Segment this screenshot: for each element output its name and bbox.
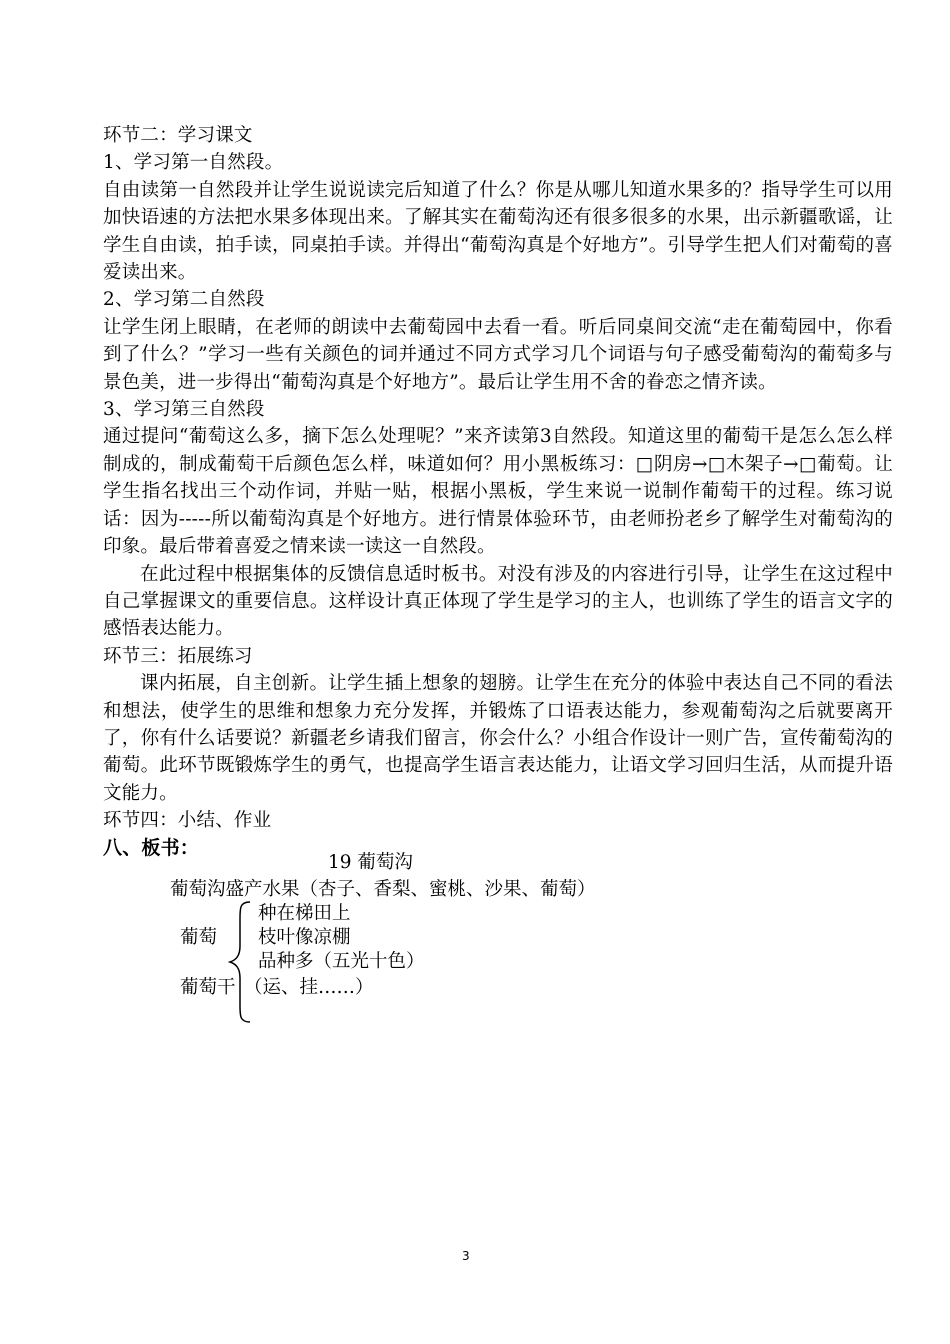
section8-heading: 八、板书： [103, 836, 200, 859]
paragraph2-title: 2、学习第二自然段 [103, 289, 265, 311]
paragraph3-body: 通过提问“葡萄这么多，摘下怎么处理呢？”来齐读第3自然段。知道这里的葡萄干是怎么怎么样制成的，制成葡萄干后颜色怎么样，味道如何？用小黑板练习：□阴房→□木架子→□葡萄。让学生指名找出三个动作词，并贴一贴，根据小黑板，学生来说一说制作葡萄干的过程。练习说话：因为-----所以葡萄沟真是个好地方。进行情景体验环节，由老师扮老乡了解学生对葡萄沟的印象。最后带着喜爱之情来读一读这一自然段。 [103, 426, 893, 558]
section3-body: 课内拓展，自主创新。让学生插上想象的翅膀。让学生在充分的体验中表达自己不同的看法和想法，使学生的思维和想象力充分发挥，并锻炼了口语表达能力，参观葡萄沟之后就要离开了，你有什么话要说？新疆老乡请我们留言，你会什么？小组合作设计一则广告，宣传葡萄沟的葡萄。此环节既锻炼学生的勇气，也提高学生语言表达能力，让语文学习回归生活，从而提升语文能力。 [103, 673, 893, 804]
paragraph3-title: 3、学习第三自然段 [103, 399, 265, 421]
section2-heading: 环节二：学习课文 [103, 125, 253, 146]
section2-summary: 在此过程中根据集体的反馈信息适时板书。对没有涉及的内容进行引导，让学生在这过程中自己掌握课文的重要信息。这样设计真正体现了学生是学习的主人，也训练了学生的语言文字的感悟表达能力。 [103, 563, 893, 640]
page-number: 3 [462, 1249, 470, 1263]
board-grape-item: 枝叶像凉棚 [258, 927, 351, 948]
body-text [103, 122, 893, 862]
paragraph2-body: 让学生闭上眼睛，在老师的朗读中去葡萄园中去看一看。听后同桌间交流“走在葡萄园中，你看到了什么？”学习一些有关颜色的词并通过不同方式学习几个词语与句子感受葡萄沟的葡萄多与景色美，进一步得出“葡萄沟真是个好地方”。最后让学生用不舍的眷恋之情齐读。 [103, 316, 893, 393]
board-title: 19 葡萄沟 [328, 852, 413, 873]
section4-heading: 环节四：小结、作业 [103, 810, 272, 832]
section3-heading: 环节三：拓展练习 [103, 645, 253, 667]
board-grape-label: 葡萄 [180, 927, 218, 948]
board-grape-item: 品种多（五光十色） [258, 951, 425, 972]
board-raisin-label: 葡萄干 [180, 977, 236, 998]
paragraph1-title: 1、学习第一自然段。 [103, 152, 284, 174]
curly-brace-icon [228, 900, 258, 1026]
board-grape-item: 种在梯田上 [258, 903, 351, 924]
board-raisin-note: （运、挂……） [244, 977, 374, 998]
board-fruits: 葡萄沟盛产水果（杏子、香梨、蜜桃、沙果、葡萄） [170, 879, 596, 900]
paragraph1-body: 自由读第一自然段并让学生说说读完后知道了什么？你是从哪儿知道水果多的？指导学生可以用加快语速的方法把水果多体现出来。了解其实在葡萄沟还有很多很多的水果，出示新疆歌谣，让学生自由读，拍手读，同桌拍手读。并得出“葡萄沟真是个好地方”。引导学生把人们对葡萄的喜爱读出来。 [103, 179, 893, 284]
